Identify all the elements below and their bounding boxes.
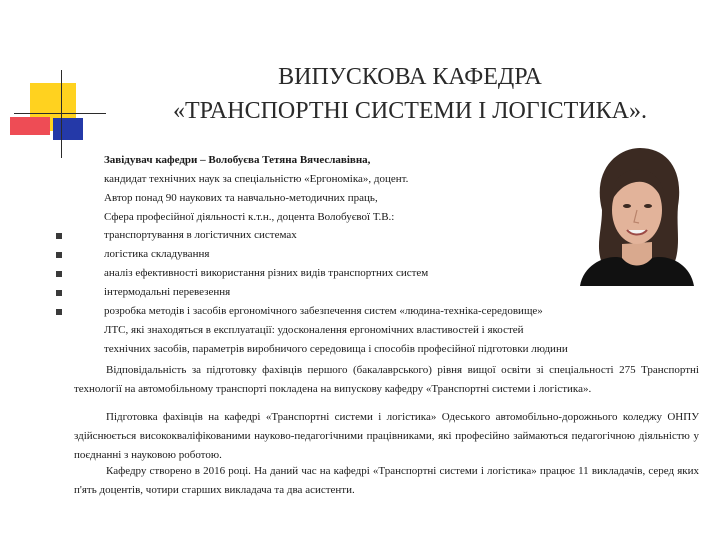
head-works: Автор понад 90 наукових та навчально-методичних праць, xyxy=(104,192,378,204)
bullet-square-icon xyxy=(56,309,62,315)
page-title xyxy=(100,60,720,128)
interest-continuation: технічних засобів, параметрів виробничого середовища і способів професійної підготовки людини xyxy=(104,343,568,355)
paragraph-history: Кафедру створено в 2016 році. На даний час на кафедрі «Транспортні системи і логістика» працює 11 викладачів, серед яких п'ять доцентів, чотири старших викладача та два асистенти. xyxy=(74,465,699,496)
head-name: Завідувач кафедри – Волобуєва Тетяна Вячеславівна, xyxy=(104,154,371,166)
head-degree: кандидат технічних наук за спеціальністю «Ергономіка», доцент. xyxy=(104,173,409,185)
bullet-square-icon xyxy=(56,290,62,296)
list-item: транспортування в логістичних системах xyxy=(56,226,706,245)
logo-blue-square xyxy=(53,118,83,140)
list-item: логістика складування xyxy=(56,245,706,264)
bullet-square-icon xyxy=(56,252,62,258)
logo-vertical-line xyxy=(61,70,62,158)
logo-red-bar xyxy=(10,117,50,135)
logo-horizontal-line xyxy=(14,113,106,114)
bullet-square-icon xyxy=(56,271,62,277)
interest-continuation: ЛТС, які знаходяться в експлуатації: удосконалення ергономічних властивостей і якостей xyxy=(104,324,524,336)
head-info xyxy=(104,151,704,227)
paragraph-training: Підготовка фахівців на кафедрі «Транспортні системи і логістика» Одеського автомобільно-дорожнього коледжу ОНПУ здійснюється висококваліфікованими науково-педагогічними працівниками, які професійно займаються педагогічною діяльністю у поєднанні з науковою роботою. xyxy=(74,411,699,461)
list-item: інтермодальні перевезення xyxy=(56,283,706,302)
paragraph-responsibility: Відповідальність за підготовку фахівців першого (бакалаврського) рівня вищої освіти зі спеціальності 275 Транспортні технології на автомобільному транспорті покладена на випускову кафедру «Транспортні системи і логістика». xyxy=(74,364,699,395)
bullet-square-icon xyxy=(56,233,62,239)
title-line-1: ВИПУСКОВА КАФЕДРА xyxy=(278,64,542,90)
title-line-2: «ТРАНСПОРТНІ СИСТЕМИ І ЛОГІСТИКА». xyxy=(172,98,648,124)
interests-list xyxy=(56,226,706,359)
list-item: розробка методів і засобів ергономічного забезпечення систем «людина-техніка-середовище» xyxy=(56,302,706,321)
list-item: аналіз ефективності використання різних видів транспортних систем xyxy=(56,264,706,283)
head-interests-intro: Сфера професійної діяльності к.т.н., доцента Волобуєвої Т.В.: xyxy=(104,211,395,223)
